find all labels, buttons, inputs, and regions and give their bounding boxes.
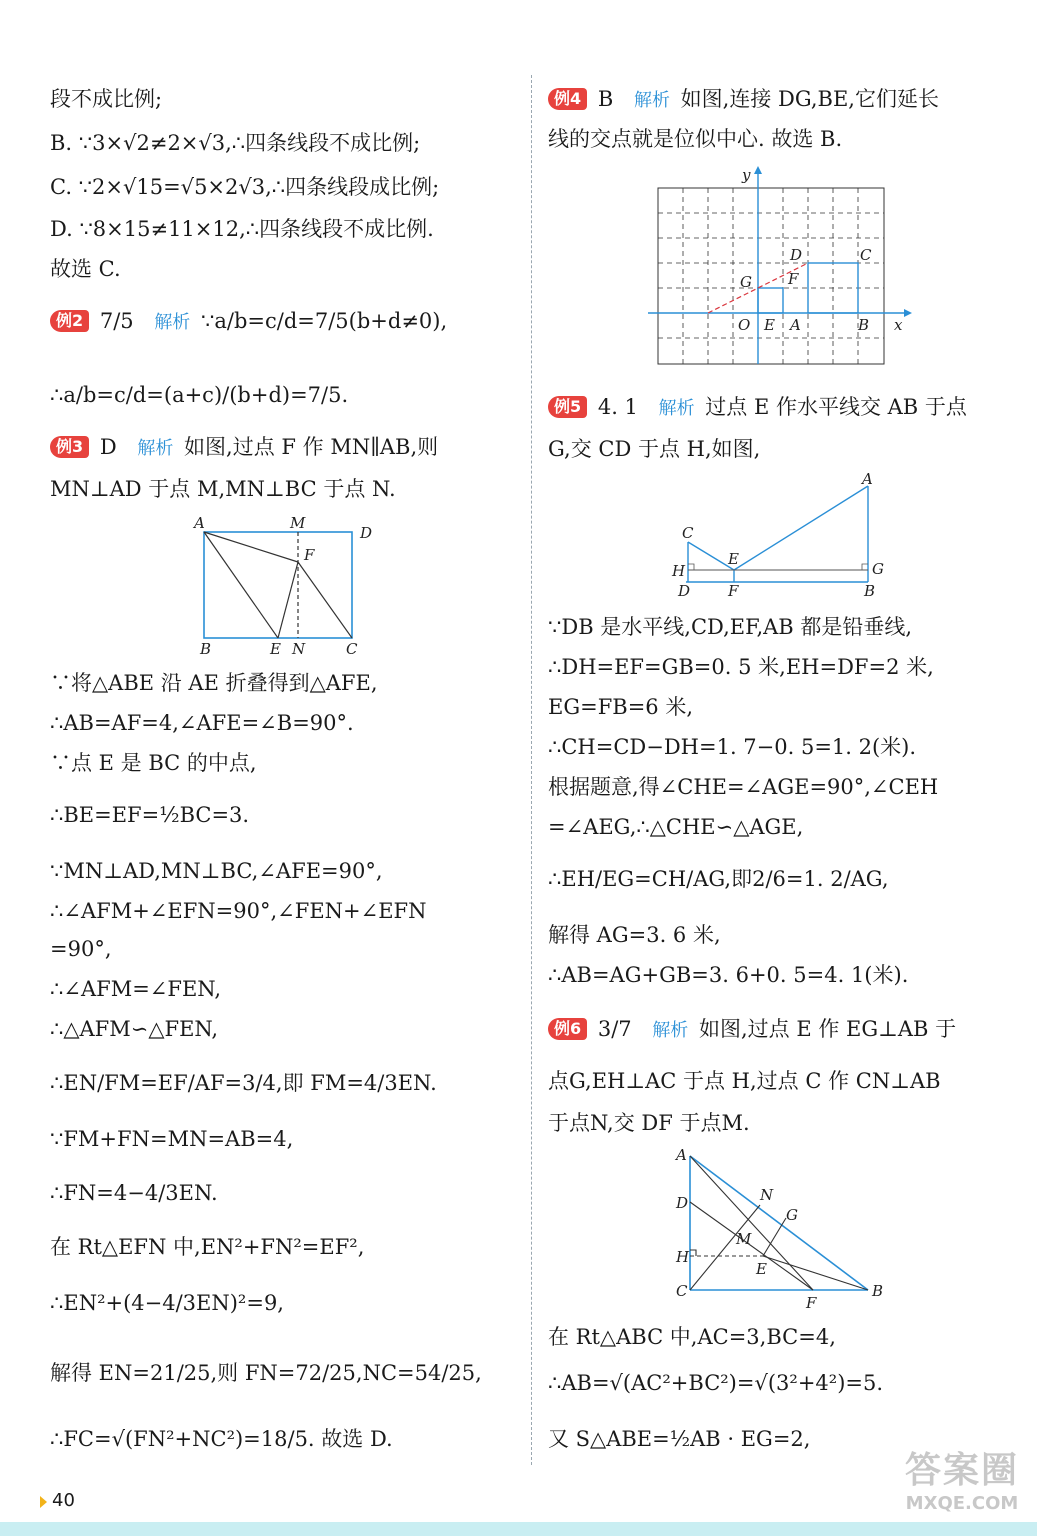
text-line: G,交 CD 于点 H,如图, [548,437,761,461]
page-number: 40 [52,1490,75,1511]
footer-bar [0,1522,1037,1536]
example-2-header [50,306,447,338]
label-y: y [742,166,751,184]
text-line: ∴CH=CD−DH=1. 7−0. 5=1. 2(米). [548,735,917,759]
figure-rectangle-fold [190,512,430,658]
text-line: ∴DH=EF=GB=0. 5 米,EH=DF=2 米, [548,655,934,679]
figure-grid-homothety [648,166,918,370]
label-F: F [788,270,799,288]
text-line: ∵将△ABE 沿 AE 折叠得到△AFE, [50,671,378,695]
text-line: 如图,连接 DG,BE,它们延长 [680,87,939,111]
label-E: E [764,316,775,334]
text-line: 解得 AG=3. 6 米, [548,923,721,947]
text-line: ∴FC=√(FN²+NC²)=18/5. 故选 D. [50,1427,393,1451]
example-tag: 例2 [50,310,89,332]
jiexi-label: 解析 [633,90,670,111]
label-H: H [676,1248,690,1266]
jiexi-label: 解析 [154,312,191,333]
text-line: 在 Rt△EFN 中,EN²+FN²=EF², [50,1235,365,1259]
text-line: ∴EH/EG=CH/AG,即2/6=1. 2/AG, [548,867,889,891]
label-B: B [872,1282,884,1300]
text-line: ∴∠AFM=∠FEN, [50,977,221,1001]
text-line: ∴BE=EF=½BC=3. [50,803,250,827]
answer: 7/5 [99,309,134,333]
text-line: ∵DB 是水平线,CD,EF,AB 都是铅垂线, [548,615,913,639]
text-line: ∴EN/FM=EF/AF=3/4,即 FM=4/3EN. [50,1071,437,1095]
label-G: G [872,560,884,578]
figure-height-measure [668,470,898,600]
label-A: A [194,514,205,532]
example-3-header [50,432,438,464]
text-line: ∴AB=√(AC²+BC²)=√(3²+4²)=5. [548,1371,884,1395]
text-line: 如图,过点 F 作 MN∥AB,则 [184,435,439,459]
answer: 3/7 [597,1017,632,1041]
example-tag: 例5 [548,396,587,418]
text-line: ∴△AFM∽△FEN, [50,1017,219,1041]
label-H: H [672,562,686,580]
example-6-header [548,1014,956,1046]
label-F: F [806,1294,817,1312]
text-line: 又 S△ABE=½AB · EG=2, [548,1427,811,1451]
label-D: D [790,246,803,264]
text-line: 过点 E 作水平线交 AB 于点 [705,395,967,419]
example-4-header [548,84,939,116]
text-line: ∴a/b=c/d=(a+c)/(b+d)=7/5. [50,383,349,407]
text-line: ∵FM+FN=MN=AB=4, [50,1127,294,1151]
label-G: G [740,273,752,291]
label-D: D [676,1194,689,1212]
example-tag: 例4 [548,88,587,110]
label-M: M [290,514,306,532]
example-tag: 例6 [548,1018,587,1040]
jiexi-label: 解析 [658,398,695,419]
watermark [905,1442,1019,1514]
text-line: 点G,EH⊥AC 于点 H,过点 C 作 CN⊥AB [548,1069,941,1093]
text-line: ∴EN²+(4−4/3EN)²=9, [50,1291,284,1315]
jiexi-label: 解析 [137,438,174,459]
text-line: C. ∵2×√15=√5×2√3,∴四条线段成比例; [50,175,440,199]
label-B: B [200,640,212,658]
label-B: B [858,316,870,334]
label-E: E [756,1260,767,1278]
label-E: E [728,550,739,568]
label-A: A [790,316,801,334]
text-line: ∵MN⊥AD,MN⊥BC,∠AFE=90°, [50,859,383,883]
text-line: 在 Rt△ABC 中,AC=3,BC=4, [548,1325,836,1349]
label-M: M [736,1230,752,1248]
label-A: A [676,1146,687,1164]
text-line: 线的交点就是位似中心. 故选 B. [548,127,843,151]
example-tag: 例3 [50,436,89,458]
label-C: C [682,524,694,542]
page-marker-icon [40,1496,47,1508]
text-line: ∵点 E 是 BC 的中点, [50,751,257,775]
label-C: C [860,246,872,264]
text-line: 解得 EN=21/25,则 FN=72/25,NC=54/25, [50,1361,482,1385]
answer: D [99,435,117,459]
label-D: D [360,524,373,542]
label-N: N [292,640,306,658]
label-D: D [678,582,691,600]
text-line: D. ∵8×15≠11×12,∴四条线段不成比例. [50,217,434,241]
jiexi-label: 解析 [652,1020,689,1041]
text-line: ∴∠AFM+∠EFN=90°,∠FEN+∠EFN [50,899,427,923]
label-F: F [728,582,739,600]
text-line: 故选 C. [50,257,121,281]
answer: 4. 1 [597,395,638,419]
text-line: ∴AB=AF=4,∠AFE=∠B=90°. [50,711,354,735]
text-line: B. ∵3×√2≠2×√3,∴四条线段不成比例; [50,131,421,155]
text-line: 根据题意,得∠CHE=∠AGE=90°,∠CEH [548,775,939,799]
label-x: x [894,316,903,334]
label-N: N [760,1186,774,1204]
text-line: ∴FN=4−4/3EN. [50,1181,218,1205]
label-G: G [786,1206,798,1224]
label-F: F [304,546,315,564]
text-line: 如图,过点 E 作 EG⊥AB 于 [699,1017,957,1041]
watermark-title: 答案圈 [904,1450,1019,1491]
label-C: C [676,1282,688,1300]
label-B: B [864,582,876,600]
label-C: C [346,640,358,658]
text-line: 于点N,交 DF 于点M. [548,1111,750,1135]
answer: B [597,87,614,111]
text-line: =90°, [50,937,112,961]
figure-right-triangle [668,1144,898,1314]
text-line: EG=FB=6 米, [548,695,694,719]
text-line: ∴AB=AG+GB=3. 6+0. 5=4. 1(米). [548,963,909,987]
text-line: MN⊥AD 于点 M,MN⊥BC 于点 N. [50,477,396,501]
text-line: 段不成比例; [50,87,163,111]
text-line: =∠AEG,∴△CHE∽△AGE, [548,815,804,839]
column-divider [531,75,532,1465]
text-line: ∵a/b=c/d=7/5(b+d≠0), [201,309,448,333]
label-A: A [862,470,873,488]
watermark-url: MXQE.COM [905,1493,1019,1514]
label-O: O [738,316,751,334]
example-5-header [548,392,967,424]
label-E: E [270,640,281,658]
